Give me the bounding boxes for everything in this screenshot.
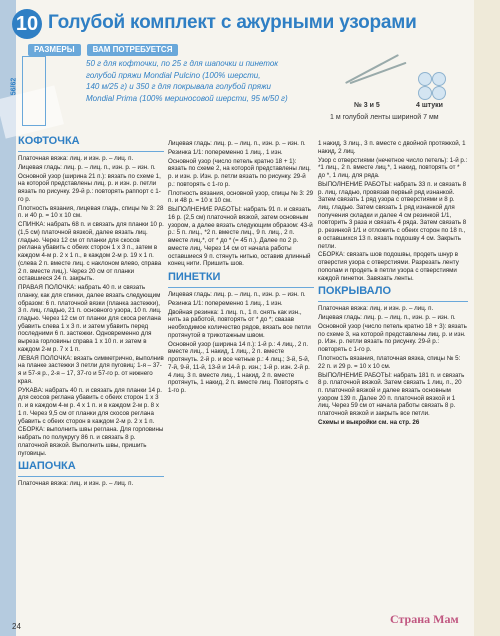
paragraph: Основной узор (число петель кратно 18 + 3): вязать по схеме 3, на которой представлены лиц. р. и изн. р. Изн. р. петли вязать по рисунку. 29-й р.: повторять с 1-го р. <box>318 323 467 354</box>
paragraph: Лицевая гладь: лиц. р. – лиц. п., изн. р. – изн. п. <box>18 163 156 171</box>
watermark-logo: Страна Мам <box>390 612 459 626</box>
paragraph: Двойная резинка: 1 лиц. п., 1 п. снять как изн., нить за работой, повторять от * до *; свазав необходимое количество рядов, вязать все петли протянутой в трикотажным швом. <box>168 308 311 339</box>
paragraph: СПИНКА: набрать 68 п. и связать для планки 10 р. (1,5 см) платочной вязкой, далее вязать лиц. гладью. Через 12 см от планки для скосов реглана убавить с обеих сторон 1 х 3 п., затем в каждом 4-м р. 2 х 1 п., в каждом 2-м р. 19 х 1 п. (слева 2 п. вместе лиц. с наклоном влево, справа 2 п. вместе лиц.). Через 20 см от планки оставшиеся 24 п. закрыть. <box>18 221 164 283</box>
paragraph: СБОРКА: связать шов подошвы, продеть шнур в отверстия узора с отверстиями. Разрезать ленту пополам и продеть в петли узора с отверстиями каждой пинетки. Завязать ленты. <box>318 251 459 282</box>
column-1 <box>18 132 164 618</box>
footer-note: Схемы и выкройки см. на стр. 26 <box>318 419 420 426</box>
sizes-box <box>10 56 46 126</box>
paragraph: РУКАВА: набрать 40 п. и связать для планки 14 р. для скосов реглана убавить с обеих сторон 1 х 3 п. и в каждом 4-м р. 4 х 1 п. и в каждом 2-м р. 8 х 1 п. Через 9,5 см от планки для скосов реглана убавить с обеих сторон в каждом 2-м р. 2 х 1 п. <box>18 386 162 425</box>
paragraph: ПРАВАЯ ПОЛОЧКА: набрать 40 п. и связать планку, как для спинки, далее вязать следующим образом: 6 п. платочной вязки (планка застежки), 3 п. лиц. гладью, 21 п. основного узора, 10 п. лиц. гладью. Через 12 см от планки для скоса реглана убавить слева 1 х 3 п. и затем убавить перед последними 6 п. застежки. Одновременно для выреза горловины справа 1 х 10 п. и затем в каждом 2-м р. 7 х 1 п. <box>18 284 162 353</box>
yarn-line: голубой пряжи Mondial Pulcino (100% шерсти, <box>86 70 261 80</box>
paragraph: Лицевая гладь: лиц. р. – лиц. п., изн. р. – изн. п. <box>168 291 306 298</box>
paragraph: Основной узор (ширина 14 п.): 1-й р.: 4 лиц., 2 п. вместе лиц., 1 накид, 1 лиц., 2 п. вместе протянуть. 2-й р. и все четные р.: 4 лиц.; 3-й, 5-й, 7-й, 9-й, 11-й, 13-й и 14-й р. изн.; 1-й р. изн. 2-й р. 4 лиц. 3 п. вместе лиц., 1 накид, 2 п. вместе протянуть, 1 накид, 2 п. вместе лиц. Повторять с 1-го р. <box>168 340 310 394</box>
section-title-booties: ПИНЕТКИ <box>168 271 221 283</box>
paragraph: Узор с отверстиями (нечетное число петель): 1-й р.: *1 лиц., 2 п. вместе лиц.*, 1 накид, повторять от * до *, 1 лиц. для ряда. <box>318 156 468 179</box>
yarn-line: 50 г для кофточки, по 25 г для шапочки и пинеток <box>86 59 279 68</box>
page-number: 24 <box>12 622 21 631</box>
section-title-blanket: ПОКРЫВАЛО <box>318 285 392 298</box>
yarn-list <box>86 58 316 104</box>
pattern-number-badge: 10 <box>12 9 42 39</box>
article-title: Голубой комплект с ажурными узорами <box>48 12 417 33</box>
sizes-value: 56/62 <box>10 77 18 96</box>
sizes-tag: РАЗМЕРЫ <box>28 44 81 56</box>
paragraph: Плотность вязания, платочная вязка, спицы № 5: 22 п. и 29 р. = 10 х 10 см. <box>318 355 461 370</box>
button-icon <box>432 86 446 100</box>
paragraph: ВЫПОЛНЕНИЕ РАБОТЫ: набрать 181 п. и связать 8 р. платочной вязкой. Затем связать 1 лиц. п., 20 п. платочной вязкой и далее вязать основным узором 139 п. Далее 20 п. платочной вязкой и 1 лиц. Через 59 см от начала работы связать 8 р. платочной вязкой и закрыть все петли. <box>318 371 465 418</box>
info-tags <box>28 44 178 56</box>
paragraph: Платочная вязка: лиц. и изн. р. – лиц. п. <box>18 155 134 162</box>
button-icon <box>432 72 446 86</box>
column-3 <box>318 140 468 618</box>
paragraph: Плотность вязания, основной узор, спицы № 3: 29 п. и 48 р. = 10 х 10 см. <box>168 189 314 205</box>
paragraph: СБОРКА: выполнить швы реглана. Для горловины набрать по полукругу 86 п. и связать 8 р. платочной вязкой. Выполнить швы, пришить пуговицы. <box>18 426 164 457</box>
paragraph: ВЫПОЛНЕНИЕ РАБОТЫ: набрать 33 п. и связать 8 р. лиц. гладью, провязав первый ряд изнанкой. Затем связать 1 ряд узора с отверстиями и 8 р. лиц. гладью. Затем связать 1 ряд изнанкой для получения складки и далее 4 см резинкой 1/1, повторить 3 раза и связать 4 ряда. Затем связать 8 р. резинкой 1/1 и отложить с обеих сторон по 18 п., в оставшихся 13 п. вязать подошву 4 см. Закрыть петли. <box>318 180 467 250</box>
button-icon <box>418 72 432 86</box>
section-title-jacket: КОФТОЧКА <box>18 135 80 147</box>
paragraph: Платочная вязка: лиц. и изн. р. – лиц. п. <box>318 305 434 313</box>
paragraph: Платочная вязка: лиц. и изн. р. – лиц. п. <box>18 480 134 488</box>
ribbon-caption: 1 м голубой ленты шириной 7 мм <box>330 114 439 121</box>
materials-tag: ВАМ ПОТРЕБУЕТСЯ <box>87 44 179 56</box>
paragraph: Плотность вязания, лицевая гладь, спицы № 3: 28 п. и 40 р. = 10 х 10 см. <box>18 204 164 220</box>
needles-caption: № 3 и 5 <box>354 102 380 109</box>
paragraph: Лицевая гладь: лиц. р. – лиц. п., изн. р. – изн. п. <box>168 140 306 147</box>
paragraph: Лицевая гладь: лиц. р. – лиц. п., изн. р. – изн. п. <box>318 314 456 322</box>
yarn-line: 140 м/25 г) и 350 г для покрывала голубой пряжи <box>86 82 271 91</box>
paragraph: Резинка 1/1: попеременно 1 лиц., 1 изн. <box>168 299 283 307</box>
article-header <box>10 8 470 44</box>
paragraph: ЛЕВАЯ ПОЛОЧКА: вязать симметрично, выполнив на планке застежки 3 петли для пуговиц: 1-я – 37-я и 57-я р., 2-я – 17, 37-го и 57-го р. от нижнего края. <box>18 354 164 385</box>
buttons-caption: 4 штуки <box>416 102 443 109</box>
paragraph: Резинка 1/1: попеременно 1 лиц., 1 изн. <box>168 148 283 156</box>
column-2 <box>168 140 314 618</box>
section-title-hat: ШАПОЧКА <box>18 460 76 473</box>
yarn-line: Mondial Prima (100% мериносовой шерсти, 95 м/50 г) <box>86 93 288 103</box>
materials-illustration <box>330 58 472 122</box>
paragraph: 1 накид, 3 лиц., 3 п. вместе с двойной протяжкой, 1 накид, 2 лиц. <box>318 140 466 155</box>
paragraph: Основной узор (ширина 21 п.): вязать по схеме 1, на которой представлены лиц. р. и изн. р. петли вязать по рисунку. 29-й р.: повторять раппорт с 1-го р. <box>18 172 161 203</box>
button-icon <box>418 86 432 100</box>
paragraph: Основной узор (число петель кратно 18 + 1): вязать по схеме 2, на которой представлены лиц. р. и изн. р. Изн. р. петли вязать по рисунку. 29-й р.: повторять с 1-го р. <box>168 157 311 188</box>
paragraph: ВЫПОЛНЕНИЕ РАБОТЫ: набрать 91 п. и связать 16 р. (2,5 см) платочной вязкой, затем основным узором, а далее вязать следующим образом: 43-й р.: 5 п. лиц., *2 п. вместе лиц., 9 п. лиц., 2 п. вместе лиц.*, от * до * (= 45 п.). Далее по 2 р. вместе лиц. Через 14 см от начала работы оставшиеся 9 п. стянуть нитью, оставив длинный конец нити. Пришить шов. <box>168 206 313 268</box>
right-edge-shadow <box>474 0 500 636</box>
